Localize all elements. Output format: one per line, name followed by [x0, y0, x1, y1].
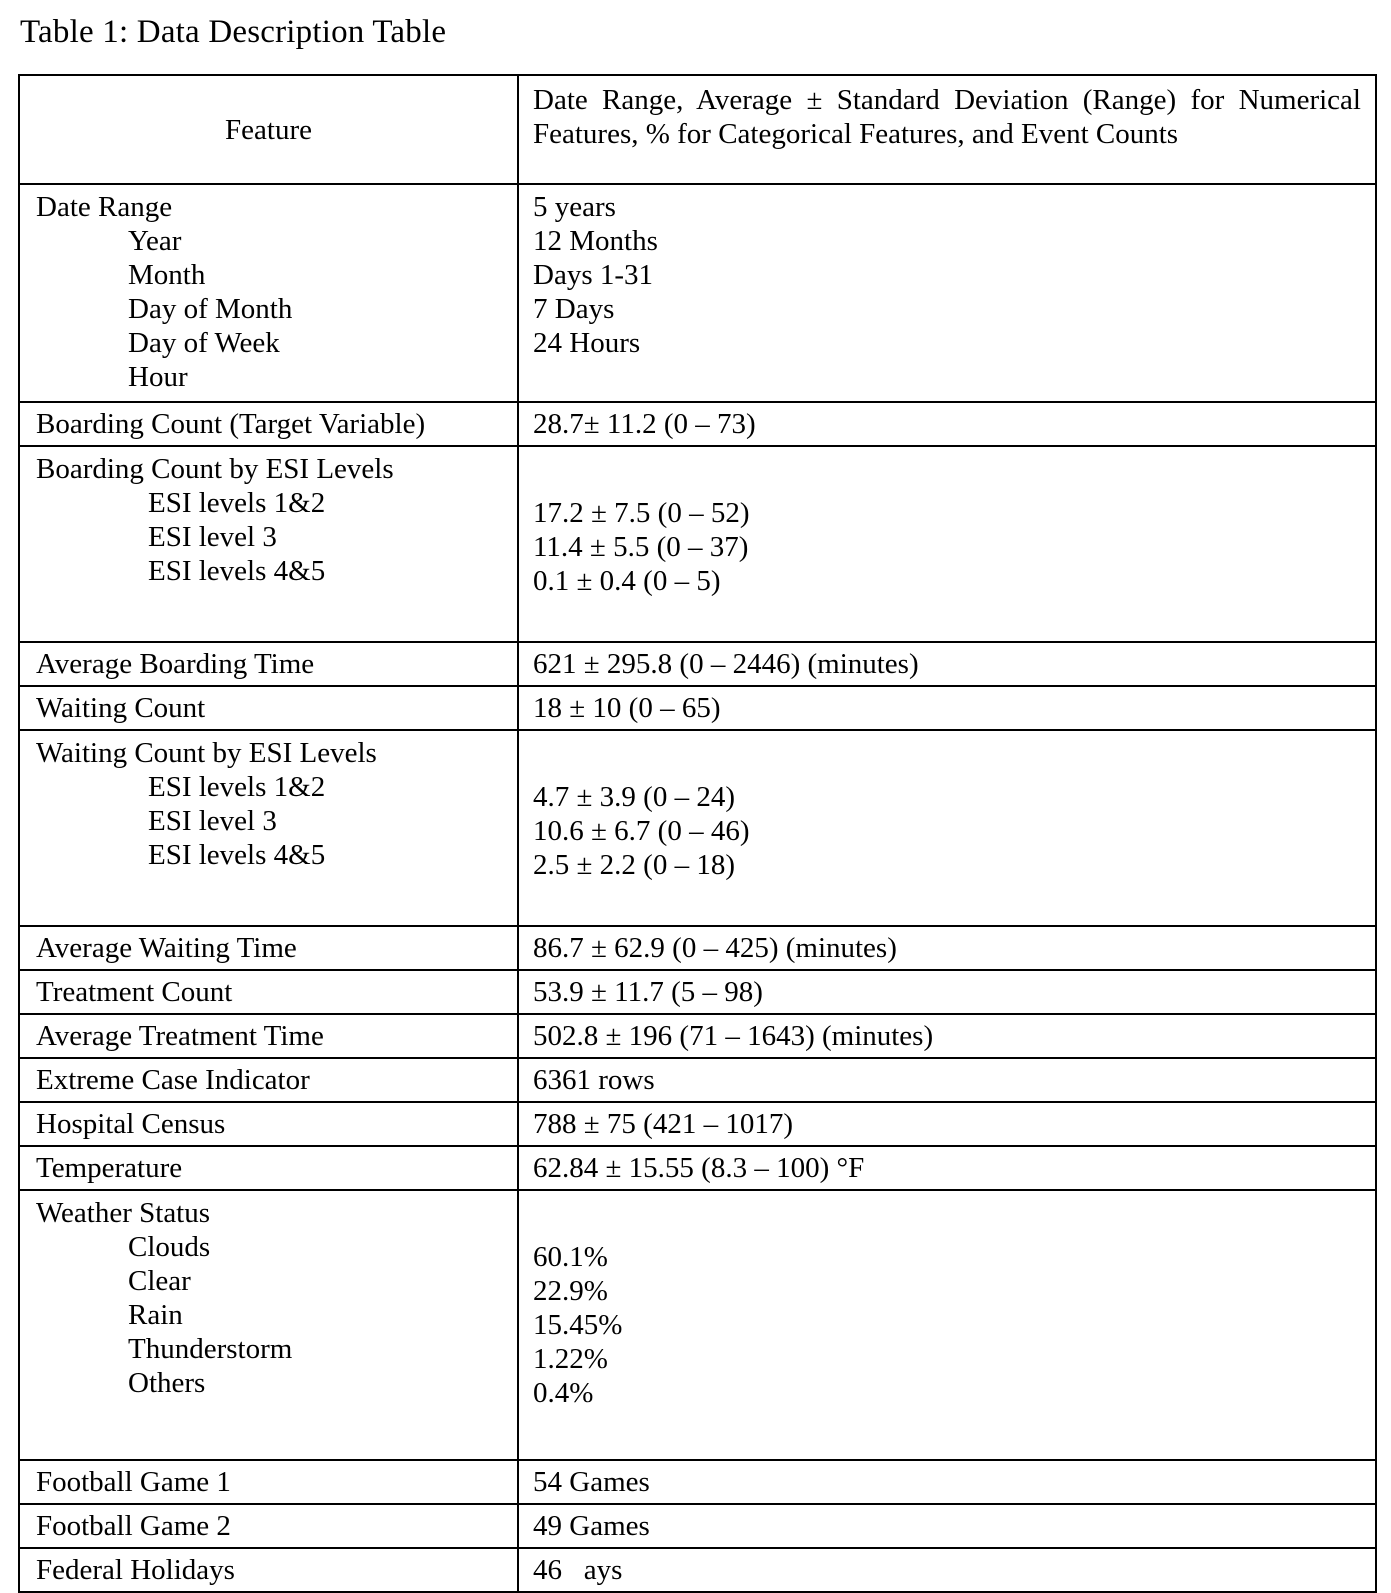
value-cell	[518, 184, 1376, 402]
feature-cell: Federal Holidays	[19, 1548, 518, 1592]
feature-sub-item: ESI levels 4&5	[148, 839, 326, 871]
value-line: 2.5 ± 2.2 (0 – 18)	[533, 849, 735, 881]
value-line: 60.1%	[533, 1241, 608, 1273]
feature-cell: Waiting Count	[19, 686, 518, 730]
feature-cell: Extreme Case Indicator	[19, 1058, 518, 1102]
table-row-avg-boarding-time	[19, 642, 1376, 686]
table-row-hospital-census	[19, 1102, 1376, 1146]
value-line: 12 Months	[533, 225, 658, 257]
feature-sub-item: Clear	[128, 1265, 191, 1297]
feature-sub-item: Rain	[128, 1299, 183, 1331]
table-row-treatment-count	[19, 970, 1376, 1014]
feature-group-label: Weather Status	[36, 1197, 211, 1229]
table-caption: Table 1: Data Description Table	[20, 14, 447, 50]
value-line: 4.7 ± 3.9 (0 – 24)	[533, 781, 735, 813]
feature-sub-item: Hour	[128, 361, 188, 393]
feature-cell	[19, 730, 518, 926]
value-line: 24 Hours	[533, 327, 641, 359]
value-cell: 28.7± 11.2 (0 – 73)	[518, 402, 1376, 446]
value-line: Days 1-31	[533, 259, 654, 291]
feature-sub-item: ESI level 3	[148, 805, 277, 837]
value-cell: 62.84 ± 15.55 (8.3 – 100) °F	[518, 1146, 1376, 1190]
feature-group-label: Date Range	[36, 191, 173, 223]
table-row-boarding-count	[19, 402, 1376, 446]
value-cell: 86.7 ± 62.9 (0 – 425) (minutes)	[518, 926, 1376, 970]
feature-cell	[19, 184, 518, 402]
feature-cell	[19, 446, 518, 642]
table-row-date-range	[19, 184, 1376, 402]
value-cell: 788 ± 75 (421 – 1017)	[518, 1102, 1376, 1146]
value-line: 1.22%	[533, 1343, 608, 1375]
feature-cell: Football Game 1	[19, 1460, 518, 1504]
value-line: 17.2 ± 7.5 (0 – 52)	[533, 497, 750, 529]
feature-sub-item: Thunderstorm	[128, 1333, 293, 1365]
value-cell: 502.8 ± 196 (71 – 1643) (minutes)	[518, 1014, 1376, 1058]
value-cell	[518, 730, 1376, 926]
feature-sub-item: Others	[128, 1367, 206, 1399]
feature-sub-item: Year	[128, 225, 182, 257]
value-cell: 54 Games	[518, 1460, 1376, 1504]
feature-cell: Temperature	[19, 1146, 518, 1190]
value-line: 15.45%	[533, 1309, 623, 1341]
feature-sub-item: Day of Week	[128, 327, 280, 359]
feature-group-label: Boarding Count by ESI Levels	[36, 453, 394, 485]
feature-sub-item: ESI levels 1&2	[148, 487, 326, 519]
table-row-temperature	[19, 1146, 1376, 1190]
table-row-football-game-1	[19, 1460, 1376, 1504]
value-cell: 18 ± 10 (0 – 65)	[518, 686, 1376, 730]
header-value-cell: Date Range, Average ± Standard Deviation (Range) for Numerical Features, % for Categorical Features, and Event Counts	[518, 75, 1376, 184]
table-row-waiting-esi	[19, 730, 1376, 926]
feature-cell: Football Game 2	[19, 1504, 518, 1548]
value-cell: 53.9 ± 11.7 (5 – 98)	[518, 970, 1376, 1014]
value-cell: 621 ± 295.8 (0 – 2446) (minutes)	[518, 642, 1376, 686]
feature-sub-item: Day of Month	[128, 293, 293, 325]
table-row-avg-waiting-time	[19, 926, 1376, 970]
value-cell: 49 Games	[518, 1504, 1376, 1548]
feature-cell: Average Boarding Time	[19, 642, 518, 686]
feature-sub-item: ESI level 3	[148, 521, 277, 553]
value-cell: 6361 rows	[518, 1058, 1376, 1102]
feature-cell: Boarding Count (Target Variable)	[19, 402, 518, 446]
feature-sub-item: ESI levels 1&2	[148, 771, 326, 803]
header-feature-cell: Feature	[19, 75, 518, 184]
table-row-waiting-count	[19, 686, 1376, 730]
value-line: 11.4 ± 5.5 (0 – 37)	[533, 531, 749, 563]
feature-group-label: Waiting Count by ESI Levels	[36, 737, 377, 769]
value-line: 10.6 ± 6.7 (0 – 46)	[533, 815, 750, 847]
data-description-table	[18, 74, 1377, 1593]
feature-sub-item: ESI levels 4&5	[148, 555, 326, 587]
feature-sub-item: Clouds	[128, 1231, 211, 1263]
value-line: 5 years	[533, 191, 616, 223]
value-cell	[518, 1190, 1376, 1460]
value-line: 0.1 ± 0.4 (0 – 5)	[533, 565, 721, 597]
table-row-football-game-2	[19, 1504, 1376, 1548]
table-row-boarding-esi	[19, 446, 1376, 642]
table-row-extreme-case	[19, 1058, 1376, 1102]
feature-cell: Average Waiting Time	[19, 926, 518, 970]
value-line: 7 Days	[533, 293, 615, 325]
feature-sub-item: Month	[128, 259, 206, 291]
value-line: 0.4%	[533, 1377, 594, 1409]
feature-cell: Average Treatment Time	[19, 1014, 518, 1058]
feature-cell	[19, 1190, 518, 1460]
table-row-weather-status	[19, 1190, 1376, 1460]
feature-cell: Treatment Count	[19, 970, 518, 1014]
value-line: 22.9%	[533, 1275, 608, 1307]
table-header-row	[19, 75, 1376, 184]
value-cell: 46 ays	[518, 1548, 1376, 1592]
table-row-avg-treatment-time	[19, 1014, 1376, 1058]
table-row-federal-holidays	[19, 1548, 1376, 1592]
value-cell	[518, 446, 1376, 642]
feature-cell: Hospital Census	[19, 1102, 518, 1146]
